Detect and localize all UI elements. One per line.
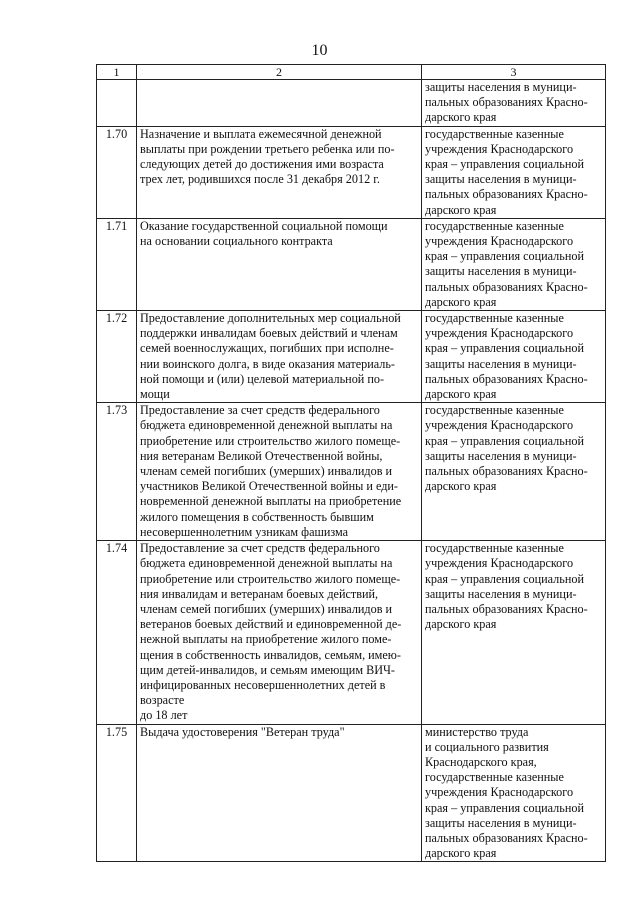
service-text-line: трех лет, родившихся после 31 декабря 2012 г.: [140, 172, 380, 187]
service-text-line: мощи: [140, 387, 170, 402]
service-text-line: ния ветеранам Великой Отечественной войны,: [140, 448, 383, 463]
service-text-line: следующих детей до достижения ими возраста: [140, 157, 384, 172]
organization-text-line: государственные казенные: [425, 218, 564, 233]
service-text-line: Предоставление за счет средств федерального: [140, 541, 380, 556]
service-text-line: несовершеннолетним узникам фашизма: [140, 524, 349, 539]
organization-text-line: дарского края: [425, 202, 497, 217]
row-number: 1.71: [97, 218, 137, 310]
organization-text-line: учреждения Краснодарского: [425, 418, 574, 433]
service-text-line: на основании социального контракта: [140, 234, 333, 249]
organization-text-line: учреждения Краснодарского: [425, 234, 574, 249]
table-row: [97, 218, 606, 310]
responsible-organization: [422, 541, 606, 724]
service-description: [137, 541, 422, 724]
organization-text-line: дарского края: [425, 479, 497, 494]
organization-text-line: пальных образованиях Красно-: [425, 371, 588, 386]
service-text-line: щения в собственность инвалидов, семьям, имею-: [140, 647, 401, 662]
table-row: [97, 541, 606, 724]
organization-text-line: государственные казенные: [425, 541, 564, 556]
organization-text-line: защиты населения в муници-: [425, 356, 577, 371]
organization-text-line: края – управления социальной: [425, 571, 584, 586]
organization-text-line: учреждения Краснодарского: [425, 785, 574, 800]
organization-text-line: защиты населения в муници-: [425, 80, 577, 94]
row-number: 1.73: [97, 403, 137, 541]
service-text-line: щим детей-инвалидов, и семьям имеющим ВИЧ-: [140, 662, 395, 677]
organization-text-line: дарского края: [425, 846, 497, 861]
service-text-line: семей военнослужащих, погибших при исполне-: [140, 341, 394, 356]
row-number: 1.75: [97, 724, 137, 862]
organization-text-line: учреждения Краснодарского: [425, 326, 574, 341]
page-number: 10: [311, 42, 328, 59]
service-text-line: поддержки инвалидам боевых действий и членам: [140, 326, 398, 341]
table-row: [97, 80, 606, 127]
organization-text-line: дарского края: [425, 110, 497, 125]
service-text-line: Назначение и выплата ежемесячной денежной: [140, 126, 382, 141]
services-table: [96, 64, 606, 862]
service-text-line: инфицированных несовершеннолетних детей в: [140, 677, 386, 692]
organization-text-line: края – управления социальной: [425, 157, 584, 172]
responsible-organization: [422, 126, 606, 218]
organization-text-line: пальных образованиях Красно-: [425, 601, 588, 616]
organization-text-line: Краснодарского края,: [425, 754, 537, 769]
service-description: [137, 311, 422, 403]
table-row: [97, 403, 606, 541]
service-description: [137, 403, 422, 541]
responsible-organization: [422, 311, 606, 403]
service-text-line: до 18 лет: [140, 708, 188, 723]
service-description: [137, 126, 422, 218]
service-text-line: нежной выплаты на приобретение жилого поме-: [140, 632, 392, 647]
organization-text-line: и социального развития: [425, 739, 549, 754]
service-text-line: выплаты при рождении третьего ребенка или по-: [140, 141, 395, 156]
column-header-1: 1: [97, 65, 137, 80]
organization-text-line: пальных образованиях Красно-: [425, 95, 588, 110]
service-text-line: жилого помещения в собственность бывшим: [140, 509, 374, 524]
organization-text-line: дарского края: [425, 617, 497, 632]
service-text-line: Предоставление дополнительных мер социальной: [140, 311, 401, 326]
organization-text-line: защиты населения в муници-: [425, 815, 577, 830]
organization-text-line: защиты населения в муници-: [425, 172, 577, 187]
table-row: [97, 126, 606, 218]
organization-text-line: государственные казенные: [425, 770, 564, 785]
organization-text-line: пальных образованиях Красно-: [425, 187, 588, 202]
organization-text-line: учреждения Краснодарского: [425, 141, 574, 156]
row-number: 1.74: [97, 541, 137, 724]
organization-text-line: учреждения Краснодарского: [425, 556, 574, 571]
service-text-line: нии воинского долга, в виде оказания материаль-: [140, 356, 395, 371]
responsible-organization: [422, 218, 606, 310]
service-description: [137, 80, 422, 127]
responsible-organization: [422, 80, 606, 127]
row-number: 1.70: [97, 126, 137, 218]
table-header-row: [97, 65, 606, 80]
organization-text-line: края – управления социальной: [425, 433, 584, 448]
table-row: [97, 311, 606, 403]
service-text-line: Предоставление за счет средств федерального: [140, 403, 380, 418]
organization-text-line: государственные казенные: [425, 126, 564, 141]
organization-text-line: министерство труда: [425, 724, 529, 739]
service-text-line: Выдача удостоверения "Ветеран труда": [140, 724, 345, 739]
service-text-line: ветеранов боевых действий и единовременной де-: [140, 617, 402, 632]
organization-text-line: края – управления социальной: [425, 249, 584, 264]
organization-text-line: пальных образованиях Красно-: [425, 279, 588, 294]
service-text-line: членам семей погибших (умерших) инвалидов и: [140, 601, 393, 616]
service-text-line: ной помощи и (или) целевой материальной по-: [140, 371, 385, 386]
organization-text-line: государственные казенные: [425, 403, 564, 418]
row-number: [97, 80, 137, 127]
service-text-line: бюджета единовременной денежной выплаты на: [140, 556, 393, 571]
responsible-organization: [422, 403, 606, 541]
service-text-line: членам семей погибших (умерших) инвалидов и: [140, 464, 393, 479]
service-text-line: возрасте: [140, 693, 185, 708]
service-text-line: приобретение или строительство жилого помеще-: [140, 433, 401, 448]
service-text-line: участников Великой Отечественной войны и еди-: [140, 479, 398, 494]
column-header-2: 2: [137, 65, 422, 80]
responsible-organization: [422, 724, 606, 862]
service-description: [137, 724, 422, 862]
table-row: [97, 724, 606, 862]
organization-text-line: государственные казенные: [425, 311, 564, 326]
organization-text-line: края – управления социальной: [425, 800, 584, 815]
organization-text-line: пальных образованиях Красно-: [425, 464, 588, 479]
organization-text-line: пальных образованиях Красно-: [425, 830, 588, 845]
organization-text-line: края – управления социальной: [425, 341, 584, 356]
organization-text-line: защиты населения в муници-: [425, 586, 577, 601]
organization-text-line: дарского края: [425, 387, 497, 402]
service-text-line: Оказание государственной социальной помощи: [140, 218, 388, 233]
service-text-line: новременной денежной выплаты на приобретение: [140, 494, 402, 509]
service-text-line: приобретение или строительство жилого помеще-: [140, 571, 401, 586]
organization-text-line: дарского края: [425, 294, 497, 309]
service-description: [137, 218, 422, 310]
service-text-line: ния инвалидам и ветеранам боевых действий,: [140, 586, 379, 601]
organization-text-line: защиты населения в муници-: [425, 448, 577, 463]
row-number: 1.72: [97, 311, 137, 403]
organization-text-line: защиты населения в муници-: [425, 264, 577, 279]
column-header-3: 3: [422, 65, 606, 80]
service-text-line: бюджета единовременной денежной выплаты на: [140, 418, 393, 433]
